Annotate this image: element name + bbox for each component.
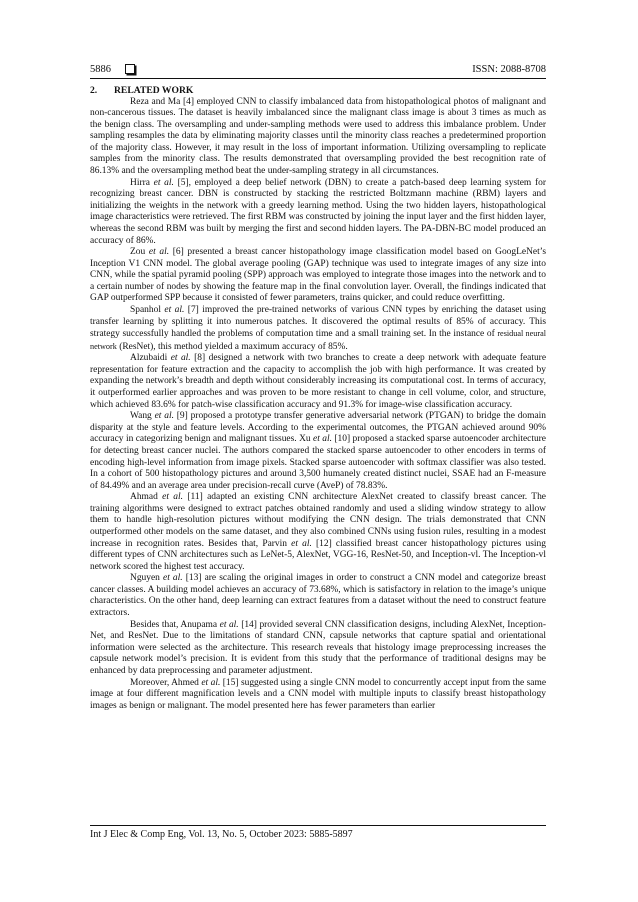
running-header [90,62,546,76]
paragraph [90,97,546,178]
section-number: 2. [90,85,98,96]
paragraph-text: Alzubaidi [130,353,171,364]
paragraph-text: (ResNet), this method yielded a maximum accuracy of 85%. [116,341,348,352]
paragraph-text: [14] provided several CNN classification designs, including AlexNet, Inception-Net, and ResNet. Due to the limitations of standard CNN, capsule networks that capture spatial and orientational information were selected as the architecture. This research reveals that histology image preprocessing increases the capsule network model’s precision. It is evident from this study that the performance of traditional designs may be enhanced by data preprocessing and parameter adjustment. [90,619,547,676]
paragraph-text: Nguyen [130,573,163,584]
paragraph-text: residual neural network [90,329,546,351]
italic-text: et al. [291,538,312,549]
paragraph-text: [10] proposed a stacked sparse autoencoder architecture for detecting breast cancer nuclei. The authors compared the stacked sparse autoencoder to other encoders in terms of encoding high-level information from image pixels. Stacked sparse autoencoder with softmax classifier was also tested. In a cohort of 500 histopathology pictures and around 3,500 humanely created distinct nuclei, SSAE had an F-measure of 84.49% and an average area under precision-recall curve (AveP) of 78.83%. [90,434,546,491]
paragraph-text: [7] improved the pre-trained networks of various CNN types by enriching the dataset using transfer learning by splitting it into numerous patches. It discovered the optimal results of 85% of accuracy. This strategy successfully handled the problems of computation time and a small training set. In the instance of [90,305,547,340]
paragraph [90,678,546,713]
section-title: RELATED WORK [114,85,194,96]
issn: ISSN: 2088-8708 [472,63,546,75]
italic-text: et al. [148,247,170,258]
footer-rule [90,825,546,826]
paragraph-text: [9] proposed a prototype transfer generative adversarial network (PTGAN) to bridge the domain disparity at the style and feature levels. According to the experimental outcomes, the PTGAN achieved around 90% accuracy in categorizing benign and malignant tissues. Xu [90,411,547,445]
page-number: 5886 [90,63,111,75]
paragraph-text: Besides that, Anupama [130,619,220,630]
header-rule [90,78,546,79]
paragraph-text: Zou [130,247,149,258]
paragraph-text: Ahmad [130,492,163,503]
paragraph-text: Spanhol [130,305,165,315]
paragraph-text: Wang [130,411,155,422]
section-heading [90,85,546,97]
paragraph-text: [11] adapted an existing CNN architecture AlexNet created to classify breast cancer. The training algorithms were designed to extract patches obtained randomly and used a sliding window strategy to allow them to handle high-resolution pictures without modifying the CNN design. The trials demonstrated that CNN outperformed other models on the same dataset, and they also combined CNNs using fusion rules, resulting in a modest increase in recognition rates. Besides that, Parvin [90,492,546,549]
paragraph-text: Reza and Ma [4] employed CNN to classify imbalanced data from histopathological photos of malignant and non-cancerous tissues. The dataset is heavily imbalanced since the malignant class image is about 3 times as much as the benign class. The oversampling and under-sampling methods were used to address this imbalance problem. Under sampling resamples the data by eliminating majority classes until the minority class reaches a predetermined proportion of the majority class. However, it may result in the loss of important information. Utilizing oversampling to replicate samples from the minority class. The results demonstrated that oversampling provided the best recognition rate of 86.13% and the oversampling method beat the under-sampling strategy in all circumstances. [90,96,546,177]
italic-text: et al. [154,411,174,422]
italic-text: et al. [170,353,191,364]
paragraph [90,411,546,492]
italic-text: et al. [162,492,184,503]
paragraph-text: [13] are scaling the original images in order to construct a CNN model and categorize breast cancer classes. A building model achieves an accuracy of 73.68%, which is satisfactory in relation to the image’s unique characteristics. On the other hand, deep learning can extract features from a dataset without the need to construct feature extractors. [90,573,546,619]
paragraph-text: [15] suggested using a single CNN model to concurrently accept input from the same image at four different magnification levels and a CNN model with multiple inputs to classify breast histopathology images as benign or malignant. The model presented here has fewer parameters than earlier [90,677,547,711]
italic-text: et al. [313,434,332,445]
header-left [90,64,135,75]
italic-text: et al. [219,619,239,630]
paragraph [90,353,546,411]
paragraph [90,247,546,305]
italic-text: et al. [163,573,183,584]
square-outline-icon [125,64,135,74]
paragraph-text: [8] designed a network with two branches to create a deep network with adequate feature representation for feature extraction and the capacity to accomplish the job with high performance. It was created by expanding the network’s breadth and depth without considerably increasing its computational cost. In terms of accuracy, it outperformed earlier approaches and was proven to be more resistant to change in cell volume, color, and structure, which achieved 83.6% for patch-wise classification accuracy and 91.3% for image-wise classification accuracy. [90,353,547,410]
italic-text: et al. [153,177,174,188]
paragraph-text: Moreover, Ahmed [130,677,202,688]
paragraph [90,620,546,678]
paragraph-text: [5], employed a deep belief network (DBN) to create a patch-based deep learning system for recognizing breast cancer. DBN is constructed by stacking the restricted Boltzmann machine (RBM) layers and initializing the weights in the network with a greedy learning method. Using the two hidden layers, histopathological image characteristics were retrieved. The first RBM was constructed by joining the input layer and the first hidden layer, whereas the second RBM was built by merging the first and second hidden layers. The PA-DBN-BC model produced an accuracy of 86%. [90,177,546,246]
paragraph-text: Hirra [130,177,154,188]
footer-citation: Int J Elec & Comp Eng, Vol. 13, No. 5, October 2023: 5885-5897 [90,829,353,840]
body-text [90,85,546,712]
paragraph [90,492,546,573]
paragraph-list [90,97,546,713]
italic-text: et al. [164,305,185,315]
paragraph-text: [12] classified breast cancer histopathology pictures using different types of CNN architectures such as LeNet-5, AlexNet, VGG-16, ResNet-50, and Inception-vl. The Inception-vl network scored the highest test accuracy. [90,538,546,572]
italic-text: et al. [201,677,221,688]
paragraph [90,573,546,619]
paragraph [90,178,546,247]
paragraph-text: [6] presented a breast cancer histopathology image classification model based on GoogLeNet’s Inception V1 CNN model. The global average pooling (GAP) technique was used to integrate images of any size into CNN, while the spatial pyramid pooling (SPP) approach was employed to integrate those images into the network and to a certain number of nodes by showing the feature map in the final convolution layer. Overall, the findings indicated that GAP outperformed SPP because it consisted of fewer parameters, trains quicker, and could reduce overfitting. [90,247,546,304]
paragraph [90,305,546,353]
